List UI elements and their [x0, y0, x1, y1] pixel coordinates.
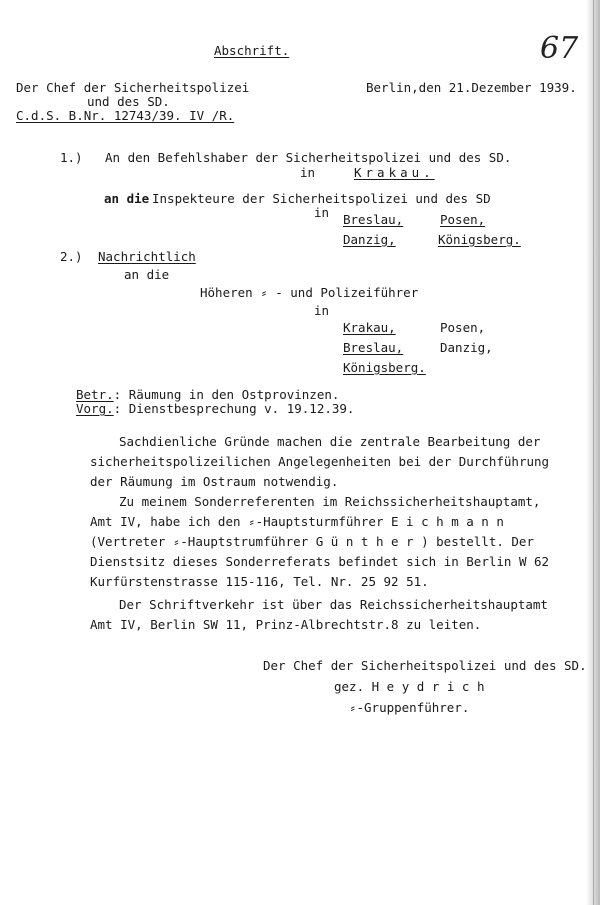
recipient-2-title: Nachrichtlich: [98, 249, 196, 264]
signature-line-2: gez. H e y d r i c h: [334, 679, 485, 694]
reference-number: C.d.S. B.Nr. 12743/39. IV /R.: [16, 108, 235, 123]
signature-line-3: ⸗-Gruppenführer.: [349, 700, 470, 715]
recipient-2-city-koenigsberg: Königsberg.: [343, 360, 426, 375]
body-line-4: Zu meinem Sonderreferenten im Reichssicherheitshauptamt,: [119, 494, 541, 509]
recipient-1b-line: Inspekteure der Sicherheitspolizei und des SD: [152, 191, 491, 206]
preceding-label: Vorg.: [76, 401, 114, 416]
body-line-2: sicherheitspolizeilichen Angelegenheiten bei der Durchführung: [90, 454, 550, 469]
recipient-2-city-posen: Posen,: [440, 320, 486, 335]
copy-label: Abschrift.: [214, 43, 290, 58]
recipient-1b-city-posen: Posen,: [440, 212, 486, 227]
preceding-text: : Dienstbesprechung v. 19.12.39.: [113, 401, 355, 416]
recipient-1b-prefix: an die: [104, 191, 150, 206]
body-line-5: Amt IV, habe ich den ⸗-Hauptsturmführer E i c h m a n n: [90, 514, 504, 529]
preceding-line: [76, 403, 354, 416]
recipient-2-city-krakau: Krakau,: [343, 320, 396, 335]
recipient-1-city: Krakau.: [354, 165, 435, 180]
recipient-2-in: in: [314, 303, 330, 318]
signature-line-1: Der Chef der Sicherheitspolizei und des SD.: [263, 658, 587, 673]
recipient-2-number: 2.): [60, 249, 83, 264]
recipient-1b-in: in: [314, 205, 330, 220]
recipient-1-number: 1.): [60, 150, 83, 165]
recipient-1b-city-koenigsberg: Königsberg.: [438, 232, 521, 247]
sender-line-2: und des SD.: [87, 94, 170, 109]
body-line-3: der Räumung im Ostraum notwendig.: [90, 474, 339, 489]
handwritten-page-number: 67: [540, 31, 579, 66]
body-line-1: Sachdienliche Gründe machen die zentrale Bearbeitung der: [119, 434, 541, 449]
page-edge-line: [593, 0, 594, 905]
place-date: Berlin,den 21.Dezember 1939.: [366, 80, 577, 95]
body-line-8: Kurfürstenstrasse 115-116, Tel. Nr. 25 92 51.: [90, 574, 429, 589]
subject-text: : Räumung in den Ostprovinzen.: [113, 387, 340, 402]
recipient-2-city-danzig: Danzig,: [440, 340, 493, 355]
recipient-1-line: An den Befehlshaber der Sicherheitspolizei und des SD.: [105, 150, 512, 165]
body-line-7: Dienstsitz dieses Sonderreferats befindet sich in Berlin W 62: [90, 554, 550, 569]
subject-line: [76, 389, 339, 402]
recipient-1-in: in: [300, 165, 316, 180]
recipient-2-line: Höheren ⸗ - und Polizeiführer: [200, 285, 419, 300]
sender-line-1: Der Chef der Sicherheitspolizei: [16, 80, 250, 95]
recipient-2-city-breslau: Breslau,: [343, 340, 404, 355]
recipient-1b-city-danzig: Danzig,: [343, 232, 396, 247]
body-line-6: (Vertreter ⸗-Hauptstrumführer G ü n t h e r ) bestellt. Der: [90, 534, 534, 549]
recipient-1b-city-breslau: Breslau,: [343, 212, 404, 227]
body-line-9: Der Schriftverkehr ist über das Reichssicherheitshauptamt: [119, 597, 548, 612]
subject-label: Betr.: [76, 387, 114, 402]
body-line-10: Amt IV, Berlin SW 11, Prinz-Albrechtstr.8 zu leiten.: [90, 617, 482, 632]
recipient-2-an-die: an die: [124, 267, 170, 282]
